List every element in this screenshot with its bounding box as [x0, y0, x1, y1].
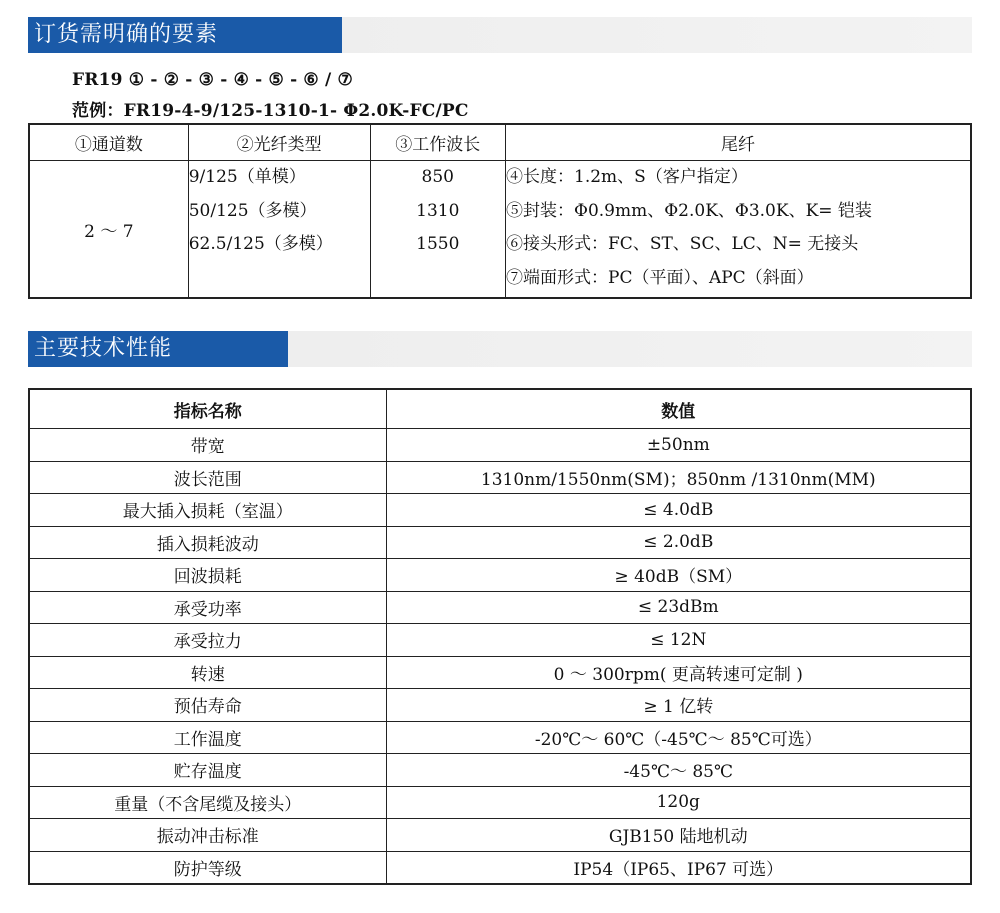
pigtail-cell	[506, 161, 971, 299]
spec-name: 带宽	[29, 429, 386, 462]
table-row	[29, 656, 971, 689]
spec-value: GJB150 陆地机动	[386, 819, 971, 852]
spec-name: 承受拉力	[29, 624, 386, 657]
spec-value: ≥ 40dB（SM）	[386, 559, 971, 592]
header-cell: 尾纤	[506, 124, 971, 161]
spec-name: 承受功率	[29, 591, 386, 624]
spec-value: ±50nm	[386, 429, 971, 462]
fiber-type: 62.5/125（多模）	[188, 234, 333, 254]
table-row	[29, 461, 971, 494]
spec-value: ≤ 2.0dB	[386, 526, 971, 559]
table-row	[29, 624, 971, 657]
table-header-row	[29, 389, 971, 429]
section-header-ordering	[28, 17, 972, 53]
section-header-specs	[28, 331, 972, 367]
spec-name: 插入损耗波动	[29, 526, 386, 559]
wavelength: 1310	[416, 200, 460, 221]
pigtail-option: ⑦端面形式：PC（平面）、APC（斜面）	[506, 267, 814, 288]
header-cell: ②光纤类型	[188, 124, 370, 161]
spec-name: 防护等级	[29, 851, 386, 884]
spec-value: -20℃～ 60℃（-45℃～ 85℃可选）	[386, 721, 971, 754]
section-title: 订货需明确的要素	[28, 17, 342, 53]
table-row	[29, 689, 971, 722]
table-row	[29, 161, 971, 299]
spec-name: 最大插入损耗（室温）	[29, 494, 386, 527]
header-cell: ③工作波长	[370, 124, 505, 161]
spec-name: 工作温度	[29, 721, 386, 754]
section-title: 主要技术性能	[28, 331, 288, 367]
table-row	[29, 721, 971, 754]
fiber-type: 9/125（单模）	[188, 167, 306, 187]
spec-table	[28, 388, 972, 885]
table-row	[29, 754, 971, 787]
spec-value: 120g	[386, 786, 971, 819]
spec-value: 0 ～ 300rpm( 更高转速可定制 )	[386, 656, 971, 689]
table-row	[29, 591, 971, 624]
table-header-row	[29, 124, 971, 161]
part-number-format: FR19 ① - ② - ③ - ④ - ⑤ - ⑥ / ⑦	[72, 70, 353, 90]
pigtail-option: ⑤封装：Φ0.9mm、Φ2.0K、Φ3.0K、K= 铠装	[506, 200, 872, 221]
spec-name: 贮存温度	[29, 754, 386, 787]
spec-value: ≥ 1 亿转	[386, 689, 971, 722]
header-cell: ①通道数	[29, 124, 188, 161]
header-cell: 数值	[386, 389, 971, 429]
table-row	[29, 429, 971, 462]
channel-count: 2 ～ 7	[29, 161, 188, 299]
pigtail-option: ⑥接头形式：FC、ST、SC、LC、N= 无接头	[506, 234, 859, 254]
wavelength: 850	[421, 167, 454, 187]
spec-name: 波长范围	[29, 461, 386, 494]
table-row	[29, 494, 971, 527]
table-row	[29, 786, 971, 819]
spec-name: 振动冲击标准	[29, 819, 386, 852]
fiber-type: 50/125（多模）	[188, 200, 317, 221]
spec-name: 重量（不含尾缆及接头）	[29, 786, 386, 819]
wavelength: 1550	[416, 234, 460, 254]
spec-name: 预估寿命	[29, 689, 386, 722]
table-row	[29, 559, 971, 592]
table-row	[29, 526, 971, 559]
pigtail-option: ④长度：1.2m、S（客户指定）	[506, 167, 748, 187]
ordering-table	[28, 123, 972, 299]
spec-value: ≤ 23dBm	[386, 591, 971, 624]
part-number-example: 范例：FR19-4-9/125-1310-1- Φ2.0K-FC/PC	[72, 101, 469, 121]
spec-value: IP54（IP65、IP67 可选）	[386, 851, 971, 884]
spec-value: ≤ 4.0dB	[386, 494, 971, 527]
table-row	[29, 819, 971, 852]
spec-name: 回波损耗	[29, 559, 386, 592]
wavelength-cell	[370, 161, 505, 299]
table-row	[29, 851, 971, 884]
spec-name: 转速	[29, 656, 386, 689]
header-cell: 指标名称	[29, 389, 386, 429]
spec-value: -45℃～ 85℃	[386, 754, 971, 787]
fiber-type-cell	[188, 161, 370, 299]
spec-value: ≤ 12N	[386, 624, 971, 657]
spec-value: 1310nm/1550nm(SM)；850nm /1310nm(MM)	[386, 461, 971, 494]
